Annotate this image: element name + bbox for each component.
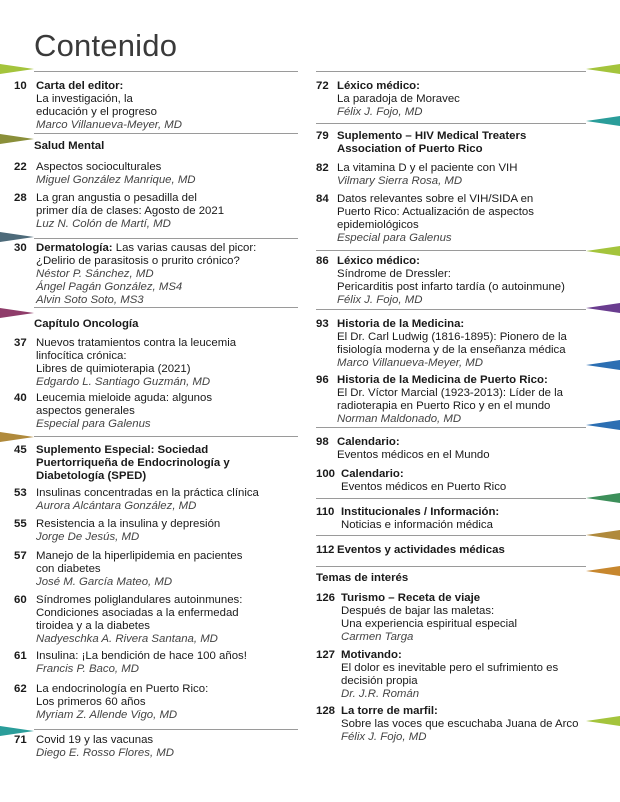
rule-divider (34, 238, 298, 239)
section-tab-marker (0, 432, 34, 442)
rule-divider (34, 729, 298, 730)
toc-entry[interactable]: 53 Insulinas concentradas en la práctica clínica Aurora Alcántara González, MD (14, 487, 259, 512)
toc-entry[interactable]: 45 Suplemento Especial: Sociedad Puertorriqueña de Endocrinología y Diabetología (SPED) (14, 444, 230, 482)
toc-entry[interactable]: 60 Síndromes poliglandulares autoinmunes: Condiciones asociadas a la enfermedad tiroidea y a la diabetes Nadyeschka A. Rivera Santana, MD (14, 594, 243, 645)
rule-divider (316, 71, 586, 72)
section-heading: Capítulo Oncología (34, 318, 139, 330)
section-tab-marker (0, 64, 34, 74)
toc-entry[interactable]: 110 Institucionales / Información: Noticias e información médica (316, 506, 500, 531)
rule-divider (34, 307, 298, 308)
toc-entry[interactable]: 98 Calendario: Eventos médicos en el Mundo (316, 436, 490, 461)
toc-entry[interactable]: 28 La gran angustia o pesadilla del primer día de clases: Agosto de 2021 Luz N. Colón de Martí, MD (14, 192, 225, 230)
rule-divider (316, 566, 586, 567)
toc-entry[interactable]: 84 Datos relevantes sobre el VIH/SIDA en Puerto Rico: Actualización de aspectos epidemiológicos Especial para Galenus (316, 193, 534, 244)
toc-entry[interactable]: 96 Historia de la Medicina de Puerto Rico: El Dr. Víctor Marcial (1923-2013): Líder de la radioterapia en Puerto Rico y en el mundo Norman Maldonado, MD (316, 374, 564, 425)
section-tab-marker (586, 566, 620, 576)
toc-entry[interactable]: 82 La vitamina D y el paciente con VIH Vilmary Sierra Rosa, MD (316, 162, 518, 187)
rule-divider (316, 535, 586, 536)
toc-entry[interactable]: 22 Aspectos socioculturales Miguel González Manrique, MD (14, 161, 196, 186)
toc-entry[interactable]: 100 Calendario: Eventos médicos en Puerto Rico (316, 468, 507, 493)
rule-divider (316, 123, 586, 124)
section-heading: Temas de interés (316, 572, 409, 584)
section-tab-marker (586, 493, 620, 503)
section-heading: Salud Mental (34, 140, 105, 152)
toc-entry[interactable]: 112 Eventos y actividades médicas (316, 544, 505, 556)
rule-divider (316, 427, 586, 428)
toc-entry[interactable]: 55 Resistencia a la insulina y depresión Jorge De Jesús, MD (14, 518, 221, 543)
section-tab-marker (0, 232, 34, 242)
toc-entry[interactable]: 10 Carta del editor: La investigación, la educación y el progreso Marco Villanueva-Meyer, MD (14, 80, 183, 131)
toc-entry[interactable]: 61 Insulina: ¡La bendición de hace 100 años! Francis P. Baco, MD (14, 650, 247, 675)
rule-divider (316, 250, 586, 251)
toc-entry[interactable]: 57 Manejo de la hiperlipidemia en pacientes con diabetes José M. García Mateo, MD (14, 550, 243, 588)
rule-divider (34, 436, 298, 437)
toc-entry[interactable]: 72 Léxico médico: La paradoja de Moravec Félix J. Fojo, MD (316, 80, 460, 118)
toc-entry[interactable]: 71 Covid 19 y las vacunas Diego E. Rosso Flores, MD (14, 734, 174, 759)
rule-divider (316, 309, 586, 310)
toc-entry[interactable]: 30 Dermatología: Las varias causas del picor: ¿Delirio de parasitosis o prurito crónico? Néstor P. Sánchez, MD Ángel Pagán González, MS4 Alvin Soto Soto, MS3 (14, 242, 257, 306)
toc-entry[interactable]: 86 Léxico médico: Síndrome de Dressler: Pericarditis post infarto tardía (o autoinmune) Félix J. Fojo, MD (316, 255, 565, 306)
toc-entry[interactable]: 127 Motivando: El dolor es inevitable pero el sufrimiento es decisión propia Dr. J.R. Román (316, 649, 559, 700)
rule-divider (34, 71, 298, 72)
toc-entry[interactable]: 128 La torre de marfil: Sobre las voces que escuchaba Juana de Arco Félix J. Fojo, MD (316, 705, 579, 743)
page-title: Contenido (34, 28, 178, 63)
rule-divider (316, 498, 586, 499)
section-tab-marker (0, 134, 34, 144)
toc-entry[interactable]: 126 Turismo – Receta de viaje Después de bajar las maletas: Una experiencia espiritual especial Carmen Targa (316, 592, 518, 643)
toc-entry[interactable]: 93 Historia de la Medicina: El Dr. Carl Ludwig (1816-1895): Pionero de la fisiología moderna y de la enseñanza médica Marco Villanueva-Meyer, MD (316, 318, 567, 369)
toc-entry[interactable]: 79 Suplemento – HIV Medical Treaters Association of Puerto Rico (316, 130, 527, 155)
toc-entry[interactable]: 37 Nuevos tratamientos contra la leucemia linfocítica crónica: Libres de quimioterapia (2021) Edgardo L. Santiago Guzmán, MD (14, 337, 237, 388)
rule-divider (34, 133, 298, 134)
toc-entry[interactable]: 62 La endocrinología en Puerto Rico: Los primeros 60 años Myriam Z. Allende Vigo, MD (14, 683, 209, 721)
section-tab-marker (0, 308, 34, 318)
section-tab-marker (586, 64, 620, 74)
toc-entry[interactable]: 40 Leucemia mieloide aguda: algunos aspectos generales Especial para Galenus (14, 392, 213, 430)
